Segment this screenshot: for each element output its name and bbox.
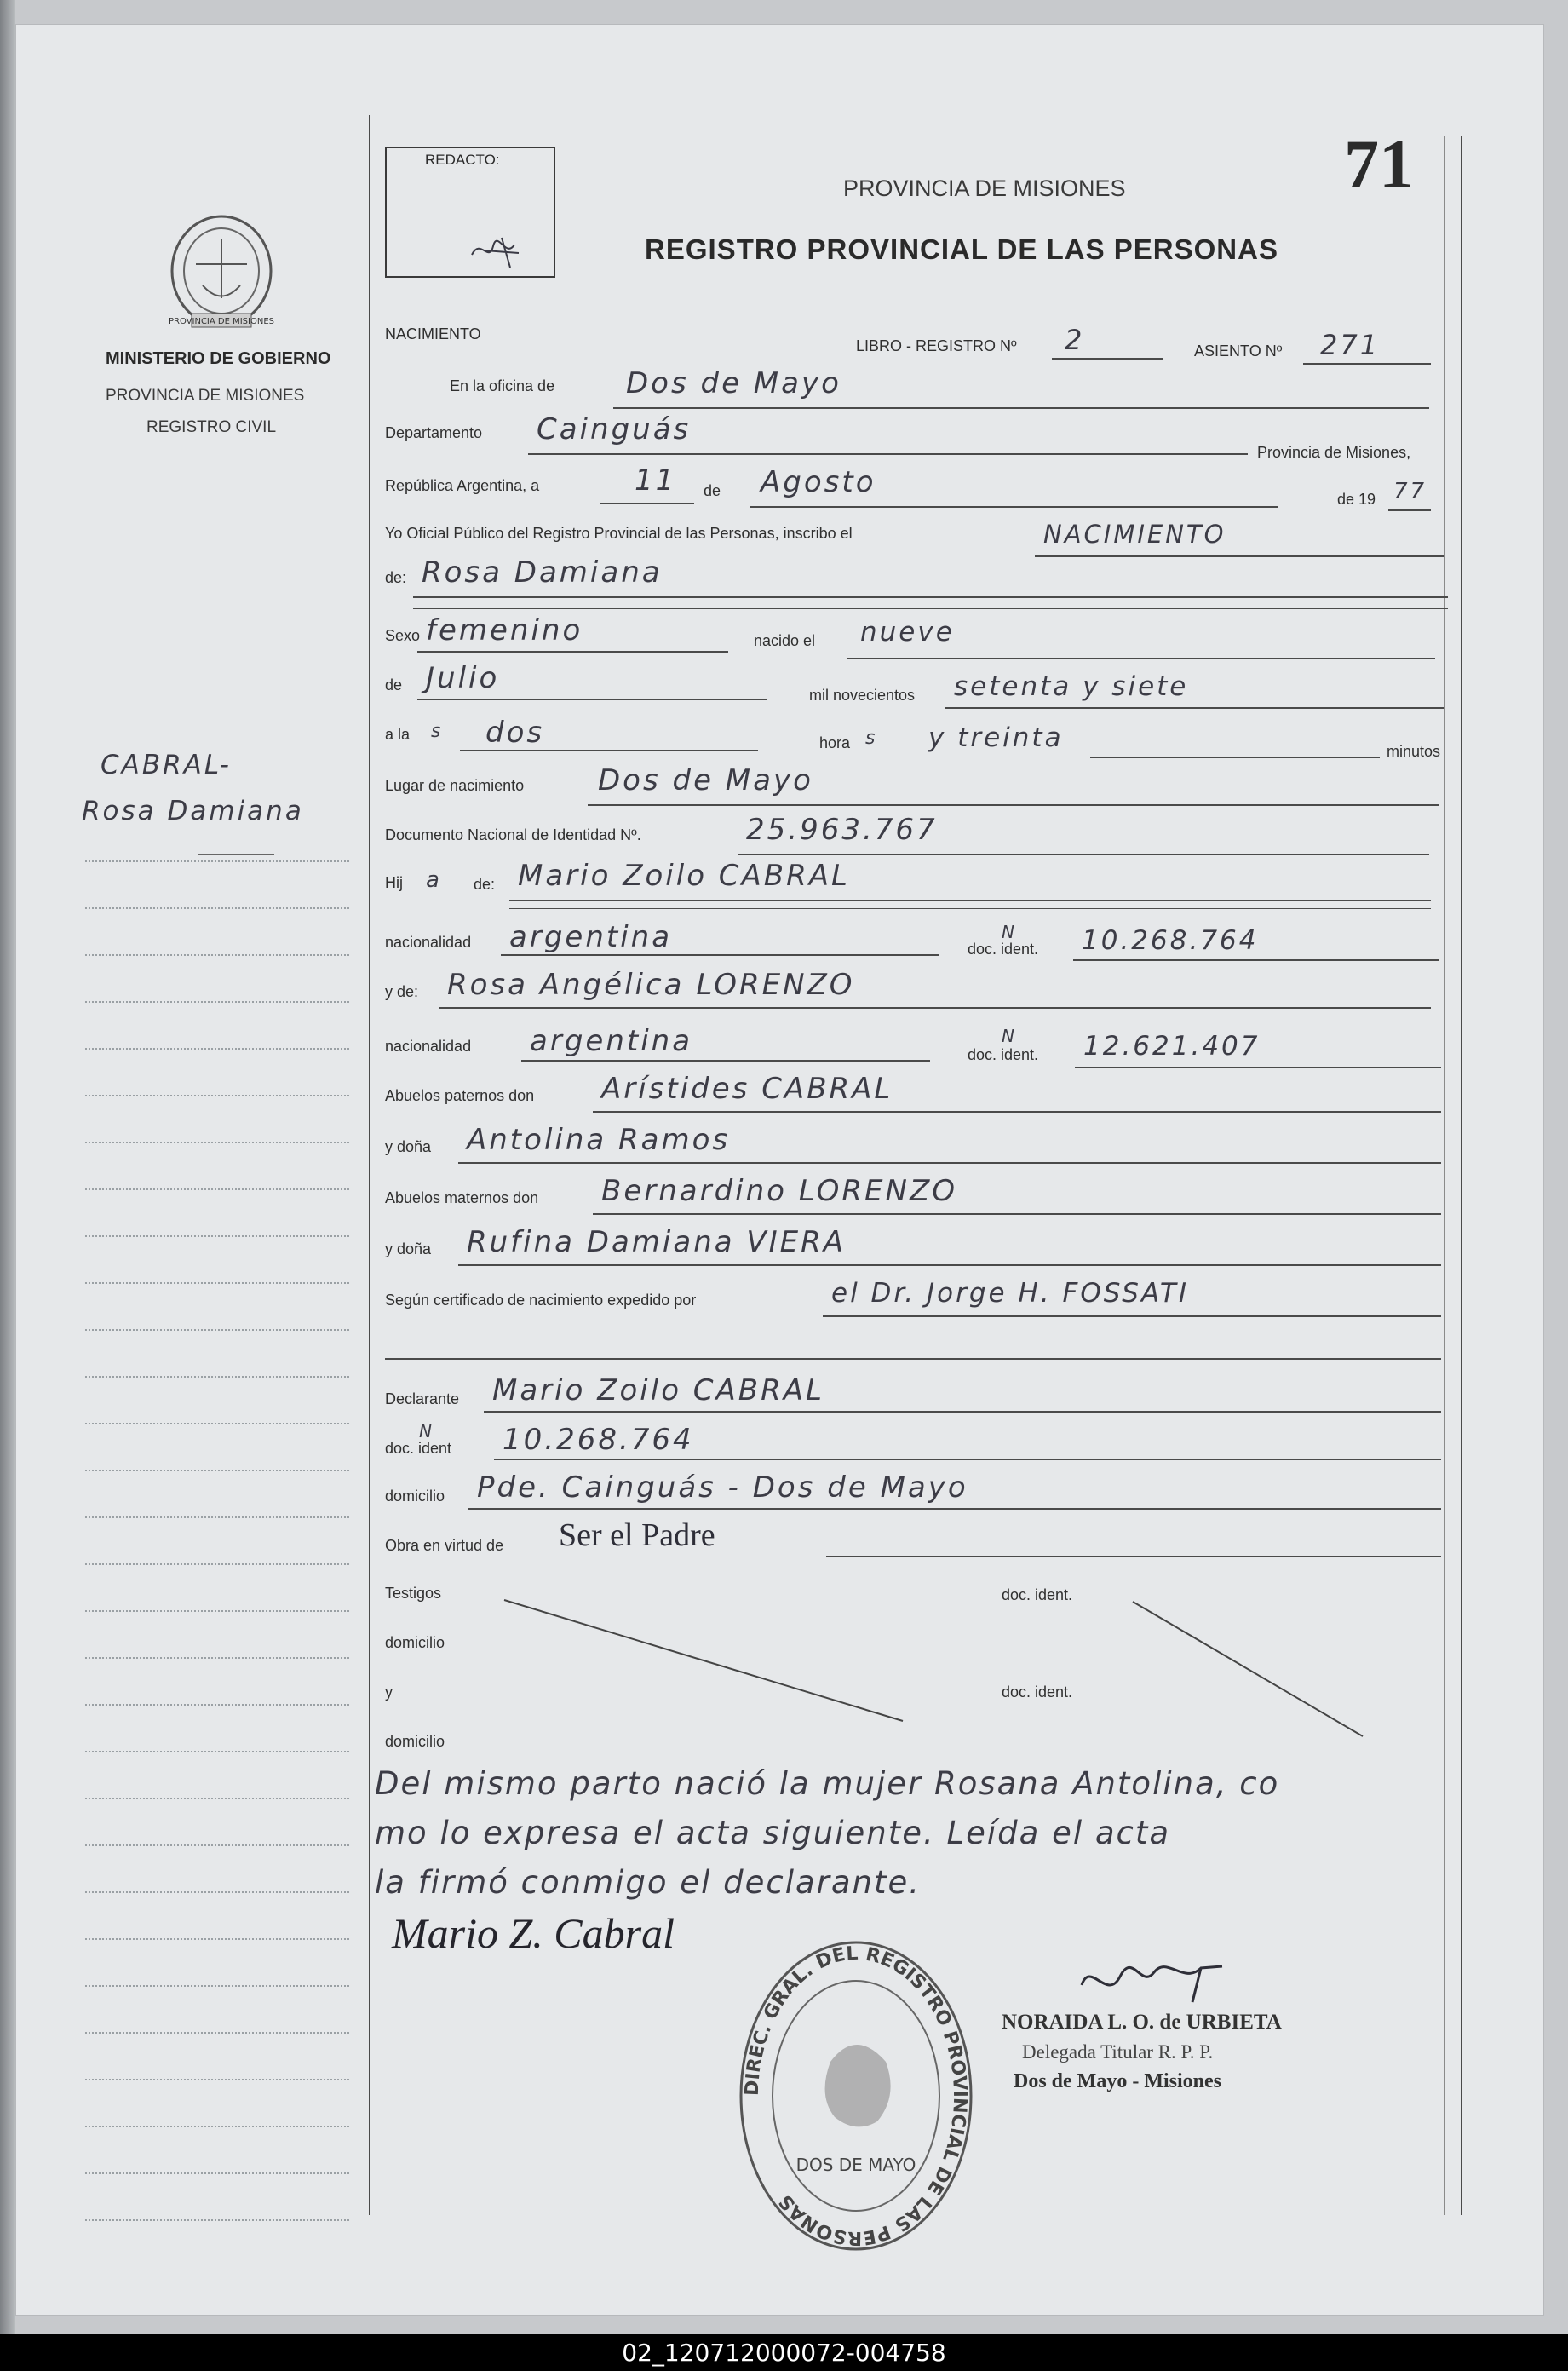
declarante-value: Mario Zoilo CABRAL [492, 1373, 824, 1407]
obra-line [826, 1556, 1441, 1557]
book-binding [0, 0, 15, 2334]
declarante-doc-label: doc. ident [385, 1440, 452, 1457]
testigo-2-doc-label: doc. ident. [1002, 1683, 1073, 1701]
mes-de-label: de [704, 482, 721, 499]
nacionalidad-madre-label: nacionalidad [385, 1038, 472, 1055]
abuela-materna-value: Rufina Damiana VIERA [467, 1225, 847, 1259]
nombre-double-line [413, 608, 1448, 609]
official-place: Dos de Mayo - Misiones [1014, 2070, 1221, 2092]
anio-value: 77 [1393, 479, 1427, 504]
anio-nac-line [945, 707, 1444, 709]
nombre-line [413, 596, 1448, 598]
dia-nac-line [847, 658, 1435, 659]
republica-label: República Argentina, a [385, 477, 540, 494]
libro-label: LIBRO - REGISTRO Nº [856, 337, 1017, 354]
stamp-inner-text: DOS DE MAYO [795, 2155, 916, 2175]
madre-line [439, 1007, 1431, 1009]
page-number: 71 [1344, 125, 1414, 203]
doc-padre-n-hand: N [1002, 922, 1017, 942]
dni-value: 25.963.767 [746, 813, 938, 847]
certificado-value: el Dr. Jorge H. FOSSATI [831, 1278, 1190, 1309]
declarante-doc-n-hand: N [419, 1421, 434, 1442]
horas-label: hora [819, 734, 851, 751]
certificado-line-2 [385, 1358, 1441, 1360]
dia-line [600, 503, 694, 504]
anio-nac-value: setenta y siete [954, 671, 1189, 702]
margin-note-name: Rosa Damiana [82, 796, 304, 826]
mes-nac-value: Julio [426, 661, 500, 695]
margin-note-surname: CABRAL- [101, 750, 232, 780]
certificado-label: Según certificado de nacimiento expedido por [385, 1292, 697, 1309]
minutos-value: y treinta [928, 722, 1064, 753]
asiento-value: 271 [1320, 329, 1381, 361]
padre-double-line [509, 908, 1431, 909]
domicilio-label: domicilio [385, 1488, 445, 1505]
abuela-materna-label: y doña [385, 1240, 432, 1257]
nacionalidad-madre-value: argentina [530, 1024, 693, 1058]
mes-line [750, 506, 1278, 508]
mes-nac-de-label: de [385, 676, 403, 693]
form-right-inner-border [1444, 136, 1445, 2215]
inscribo-label: Yo Oficial Público del Registro Provincial de las Personas, inscribo el [385, 525, 853, 542]
padre-value: Mario Zoilo CABRAL [518, 859, 850, 893]
mes-nac-line [417, 699, 767, 700]
lugar-label: Lugar de nacimiento [385, 777, 525, 794]
libro-line [1052, 358, 1163, 360]
departamento-label: Departamento [385, 424, 483, 441]
obra-label: Obra en virtud de [385, 1537, 504, 1554]
mes-value: Agosto [761, 465, 876, 499]
testigo-2-y-label: y [385, 1683, 393, 1701]
dni-line [738, 854, 1429, 855]
libro-value: 2 [1065, 324, 1085, 356]
ministry-seal-emblem [162, 204, 281, 332]
domicilio-value: Pde. Cainguás - Dos de Mayo [477, 1470, 968, 1505]
dia-nac-value: nueve [860, 617, 955, 647]
doc-padre-label: doc. ident. [968, 941, 1039, 958]
oficina-label: En la oficina de [450, 377, 555, 394]
registry-heading: REGISTRO PROVINCIAL DE LAS PERSONAS [645, 233, 1278, 265]
hijo-hand: a [426, 867, 442, 893]
sexo-line [417, 651, 728, 653]
madre-value: Rosa Angélica LORENZO [447, 968, 855, 1002]
anio-line [1388, 509, 1431, 511]
abuelo-materno-value: Bernardino LORENZO [601, 1174, 958, 1208]
nacido-label: nacido el [754, 632, 816, 649]
madre-de-label: y de: [385, 983, 419, 1000]
departamento-line [528, 453, 1248, 455]
oficina-value: Dos de Mayo [626, 366, 841, 400]
minutos-line [1090, 757, 1380, 758]
ministry-line-1: MINISTERIO DE GOBIERNO [106, 349, 331, 368]
abuelos-paternos-label: Abuelos paternos don [385, 1087, 535, 1104]
margin-note-underline [198, 854, 274, 855]
doc-madre-line [1075, 1067, 1441, 1068]
doc-padre-line [1073, 959, 1439, 961]
nombre-value: Rosa Damiana [422, 555, 663, 590]
note-line-1: Del mismo parto nació la mujer Rosana Antolina, co [375, 1765, 1280, 1802]
a-las-label: a la [385, 726, 411, 743]
note-line-3: la firmó conmigo el declarante. [375, 1864, 922, 1901]
doc-madre-label: doc. ident. [968, 1046, 1039, 1063]
nacionalidad-padre-line [501, 954, 939, 956]
province-heading: PROVINCIA DE MISIONES [843, 176, 1126, 201]
sexo-value: femenino [426, 613, 583, 647]
form-left-border [369, 115, 370, 2215]
abuela-materna-line [458, 1264, 1441, 1266]
certificado-line [823, 1315, 1441, 1317]
official-signature [1073, 1951, 1243, 2011]
nacimiento-label: NACIMIENTO [385, 325, 481, 342]
abuela-paterna-value: Antolina Ramos [467, 1123, 731, 1157]
declarante-signature: Mario Z. Cabral [392, 1909, 675, 1957]
doc-padre-value: 10.268.764 [1082, 925, 1259, 956]
abuelo-materno-line [593, 1213, 1441, 1215]
departamento-value: Cainguás [537, 412, 692, 446]
anio-label: de 19 [1337, 491, 1376, 508]
testigo-2-domicilio-label: domicilio [385, 1733, 445, 1750]
note-line-2: mo lo expresa el acta siguiente. Leída el acta [375, 1815, 1171, 1851]
obra-value: Ser el Padre [559, 1517, 715, 1553]
doc-madre-n-hand: N [1002, 1026, 1017, 1046]
hora-value: dos [485, 716, 545, 750]
redacto-box [385, 147, 555, 278]
abuelo-paterno-value: Arístides CABRAL [601, 1072, 893, 1106]
registry-stamp [732, 1934, 979, 2258]
lugar-line [588, 804, 1439, 806]
hijo-label-b: de: [474, 876, 496, 893]
testigo-1-doc-label: doc. ident. [1002, 1586, 1073, 1603]
a-las-hand: s [431, 721, 444, 742]
abuelos-maternos-label: Abuelos maternos don [385, 1189, 539, 1206]
abuelo-paterno-line [593, 1111, 1441, 1113]
seal-text: PROVINCIA DE MISIONES [169, 317, 274, 326]
declarante-line [484, 1411, 1441, 1413]
redacto-label: REDACTO: [425, 152, 500, 168]
official-name: NORAIDA L. O. de URBIETA [1002, 2011, 1282, 2034]
oficina-line [613, 407, 1429, 409]
redacto-initials-signature [468, 229, 536, 272]
inscribo-line [1035, 555, 1444, 557]
declarante-label: Declarante [385, 1390, 460, 1407]
declarante-doc-value: 10.268.764 [503, 1423, 694, 1457]
declarante-doc-line [494, 1459, 1441, 1460]
asiento-label: ASIENTO Nº [1194, 342, 1283, 360]
dia-value: 11 [635, 463, 677, 498]
ministry-line-3: REGISTRO CIVIL [146, 418, 277, 436]
abuela-paterna-label: y doña [385, 1138, 432, 1155]
official-title: Delegada Titular R. P. P. [1022, 2041, 1214, 2063]
ministry-line-2: PROVINCIA DE MISIONES [106, 387, 305, 405]
domicilio-line [468, 1508, 1441, 1510]
provincia-suffix: Provincia de Misiones, [1257, 444, 1411, 461]
nombre-de-label: de: [385, 569, 407, 586]
padre-line [509, 900, 1431, 901]
dni-label: Documento Nacional de Identidad Nº. [385, 826, 641, 843]
nacionalidad-padre-value: argentina [509, 920, 673, 954]
asiento-line [1303, 363, 1431, 365]
nacionalidad-padre-label: nacionalidad [385, 934, 472, 951]
minutos-label: minutos [1387, 743, 1441, 760]
stamp-outer-text: DIREC. GRAL. DEL REGISTRO PROVINCIAL DE LAS PERSONAS [741, 1942, 971, 2249]
inscribo-value: NACIMIENTO [1043, 520, 1226, 549]
image-id-footer: 02_120712000072-004758 [0, 2334, 1568, 2371]
lugar-value: Dos de Mayo [598, 763, 813, 797]
hora-line [460, 750, 758, 751]
sexo-label: Sexo [385, 627, 421, 644]
mil-novecientos-label: mil novecientos [809, 687, 916, 704]
testigo-1-domicilio-label: domicilio [385, 1634, 445, 1651]
nacionalidad-madre-line [521, 1060, 930, 1062]
doc-madre-value: 12.621.407 [1083, 1031, 1261, 1062]
hijo-label-a: Hij [385, 874, 403, 891]
testigos-strike-lines [503, 1593, 1448, 1747]
form-right-border [1461, 136, 1462, 2215]
testigos-label: Testigos [385, 1585, 442, 1602]
abuela-paterna-line [458, 1162, 1441, 1164]
horas-hand: s [865, 728, 878, 749]
